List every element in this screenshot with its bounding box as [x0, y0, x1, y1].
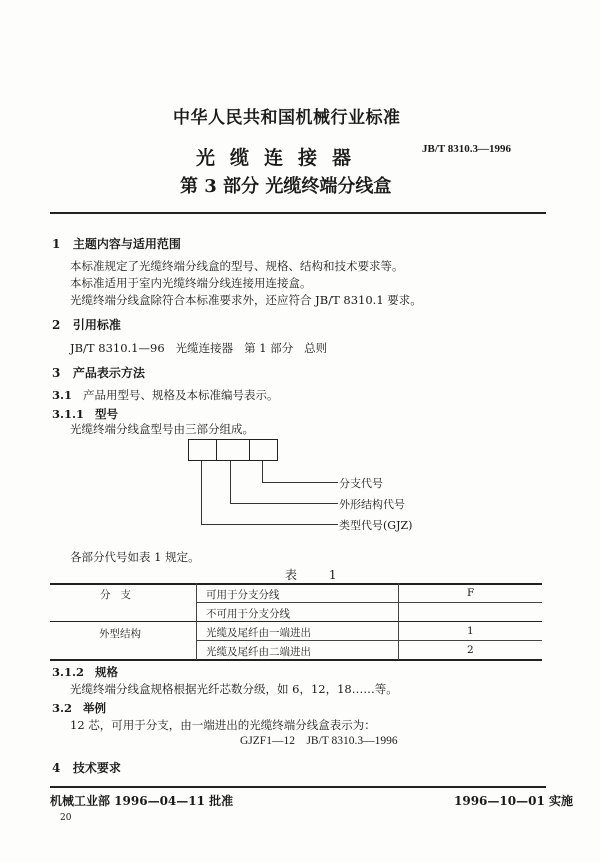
section-number: 4 — [52, 761, 61, 775]
table-bottom-rule — [50, 659, 542, 661]
table-cell-desc: 光缆及尾纤由一端进出 — [206, 627, 311, 639]
table-group-rule — [50, 621, 542, 622]
table-cell-desc: 不可用于分支分线 — [206, 608, 290, 620]
document-subtitle: 第 3 部分 光缆终端分线盒 — [180, 176, 392, 197]
implementation-date: 1996—10—01 实施 — [454, 794, 573, 808]
table-top-rule — [50, 583, 542, 585]
section-title: 产品表示方法 — [72, 366, 145, 380]
section-title: 技术要求 — [72, 761, 121, 775]
table-cell-desc: 光缆及尾纤由二端进出 — [206, 646, 311, 658]
label-branch-code: 分支代号 — [339, 477, 383, 490]
table-cell-code: 2 — [467, 644, 474, 656]
paragraph: 光缆终端分线盒型号由三部分组成。 — [70, 422, 254, 436]
subsection-title: 举例 — [82, 701, 106, 715]
connector-line — [230, 503, 338, 504]
section-1-heading — [52, 235, 181, 252]
table-cell-desc: 可用于分支分线 — [206, 589, 280, 601]
paragraph: 光缆终端分线盒规格根据光纤芯数分级，如 6，12，18……等。 — [70, 682, 398, 696]
subsection-text: 产品用型号、规格及本标准编号表示。 — [82, 388, 279, 402]
subsection-3-1-2-heading — [52, 664, 118, 680]
subsection-number: 3.1.1 — [52, 407, 85, 421]
code-box-type — [188, 439, 217, 461]
section-number: 3 — [52, 366, 61, 380]
section-title: 主题内容与适用范围 — [72, 237, 181, 251]
paragraph: 12 芯，可用于分支，由一端进出的光缆终端分线盒表示为： — [70, 718, 376, 732]
table-col-divider — [398, 583, 399, 660]
document-title: 光缆连接器 — [196, 147, 367, 169]
paragraph: 光缆终端分线盒除符合本标准要求外，还应符合 JB/T 8310.1 要求。 — [70, 293, 422, 307]
section-title: 引用标准 — [72, 318, 121, 332]
page-number: 20 — [60, 813, 72, 823]
code-box-branch — [249, 439, 278, 461]
example-designation: GJZF1—12 JB/T 8310.3—1996 — [240, 735, 398, 747]
subsection-number: 3.1 — [52, 388, 73, 402]
table-row-rule — [196, 602, 542, 603]
referenced-standard: JB/T 8310.1—96 光缆连接器 第 1 部分 总则 — [70, 341, 328, 355]
subsection-number: 3.1.2 — [52, 665, 85, 679]
code-box-shape — [216, 439, 250, 461]
table-group-label: 外型结构 — [99, 628, 141, 640]
connector-line — [201, 524, 338, 525]
issuing-organization: 中华人民共和国机械行业标准 — [173, 108, 401, 128]
table-cell-code: F — [467, 587, 475, 599]
paragraph: 本标准适用于室内光缆终端分线连接用连接盒。 — [70, 276, 312, 290]
subsection-3-1-1-heading — [52, 406, 118, 422]
table-row-rule — [196, 640, 542, 641]
section-4-heading — [52, 759, 121, 776]
section-number: 1 — [52, 237, 61, 251]
subsection-title: 型号 — [94, 407, 118, 421]
subsection-3-1 — [52, 387, 278, 403]
table-caption: 表 1 — [285, 568, 351, 582]
header-divider — [50, 212, 546, 214]
footer-divider — [50, 786, 546, 788]
section-2-heading — [52, 316, 121, 333]
table-group-label: 分 支 — [100, 589, 132, 601]
subsection-number: 3.2 — [52, 701, 73, 715]
table-cell-code: 1 — [467, 625, 474, 637]
standard-number: JB/T 8310.3—1996 — [422, 143, 512, 155]
subsection-3-2-heading — [52, 700, 106, 716]
connector-line — [262, 461, 263, 483]
section-number: 2 — [52, 318, 61, 332]
table-col-divider — [196, 583, 197, 660]
connector-line — [230, 461, 231, 504]
section-3-heading — [52, 364, 145, 381]
subsection-title: 规格 — [94, 665, 118, 679]
paragraph: 本标准规定了光缆终端分线盒的型号、规格、结构和技术要求等。 — [70, 259, 404, 273]
approval-date: 机械工业部 1996—04—11 批准 — [50, 794, 234, 808]
label-shape-code: 外形结构代号 — [339, 498, 405, 511]
table-intro: 各部分代号如表 1 规定。 — [70, 550, 200, 564]
connector-line — [262, 482, 338, 483]
connector-line — [201, 461, 202, 525]
label-type-code: 类型代号(GJZ) — [339, 519, 413, 532]
